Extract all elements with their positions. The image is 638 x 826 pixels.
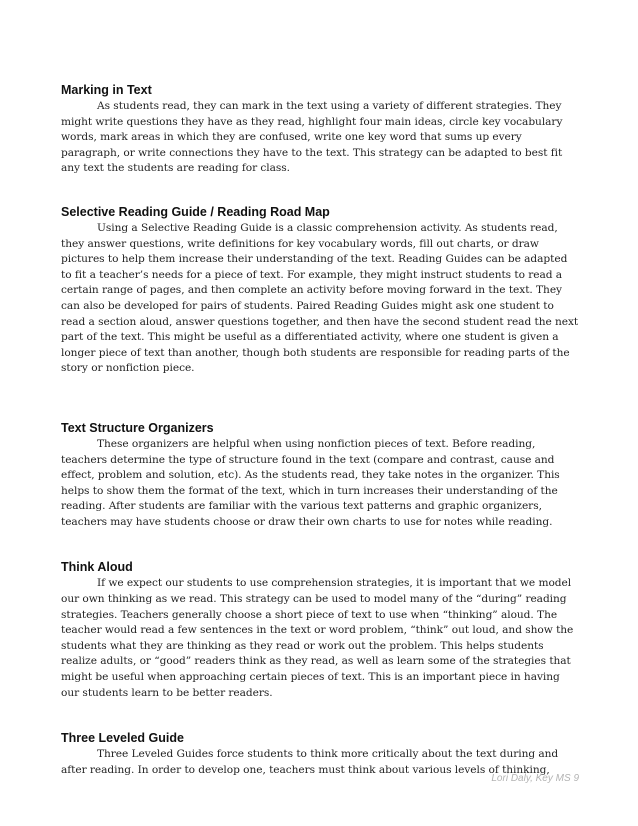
section-marking-in-text <box>61 82 579 177</box>
section-text-structure-organizers <box>61 420 579 531</box>
section-heading: Three Leveled Guide <box>61 731 184 746</box>
section-paragraph: As students read, they can mark in the text using a variety of different strategies. They might write questions they have as they read, highlight four main ideas, circle key vocabulary words, mark areas in which they are confused, write one key word that sums up every paragraph, or write connections they have to the text. This strategy can be adapted to best fit any text the students are reading for class. <box>61 100 563 175</box>
section-paragraph: Using a Selective Reading Guide is a classic comprehension activity. As students read, they answer questions, write definitions for key vocabulary words, fill out charts, or draw pictures to help them increase their understanding of the text. Reading Guides can be adapted to fit a teacher’s needs for a piece of text. For example, they might instruct students to read a certain range of pages, and then complete an activity before moving forward in the text. They can also be developed for pairs of students. Paired Reading Guides might ask one student to read a section aloud, answer questions together, and then have the second student read the next part of the text. This might be useful as a differentiated activity, where one student is given a longer piece of text than another, though both students are responsible for reading parts of the story or nonfiction piece. <box>61 221 579 375</box>
section-think-aloud <box>61 559 579 701</box>
section-three-leveled-guide <box>61 730 579 778</box>
section-heading: Text Structure Organizers <box>61 420 214 435</box>
section-paragraph: Three Leveled Guides force students to think more critically about the text during and after reading. In order to develop one, teachers must think about various levels of thinking, <box>61 748 559 776</box>
page-footer <box>491 773 579 784</box>
footer-page-number: 9 <box>573 773 579 784</box>
footer-author: Lori Daly, Key MS <box>491 773 571 784</box>
section-selective-reading-guide <box>61 204 579 377</box>
section-paragraph: These organizers are helpful when using nonfiction pieces of text. Before reading, teachers determine the type of structure found in the text (compare and contrast, cause and effect, problem and solution, etc). As the students read, they take notes in the organizer. This helps to show them the format of the text, which in turn increases their understanding of the reading. After students are familiar with the various text patterns and graphic organizers, teachers may have students choose or draw their own charts to use for notes while reading. <box>61 437 560 528</box>
document-page <box>61 82 579 778</box>
section-heading: Think Aloud <box>61 560 133 575</box>
section-heading: Marking in Text <box>61 83 152 97</box>
section-paragraph: If we expect our students to use comprehension strategies, it is important that we model our own thinking as we read. This strategy can be used to model many of the “during” reading strategies. Teachers generally choose a short piece of text to use when “thinking” aloud. The teacher would read a few sentences in the text or word problem, “think” out loud, and show the students what they are thinking as they read or work out the problem. This helps students realize adults, or “good” readers think as they read, as well as learn some of the strategies that might be useful when approaching certain pieces of text. This is an important piece in having our students learn to be better readers. <box>61 577 574 699</box>
section-heading: Selective Reading Guide / Reading Road Map <box>61 204 330 219</box>
